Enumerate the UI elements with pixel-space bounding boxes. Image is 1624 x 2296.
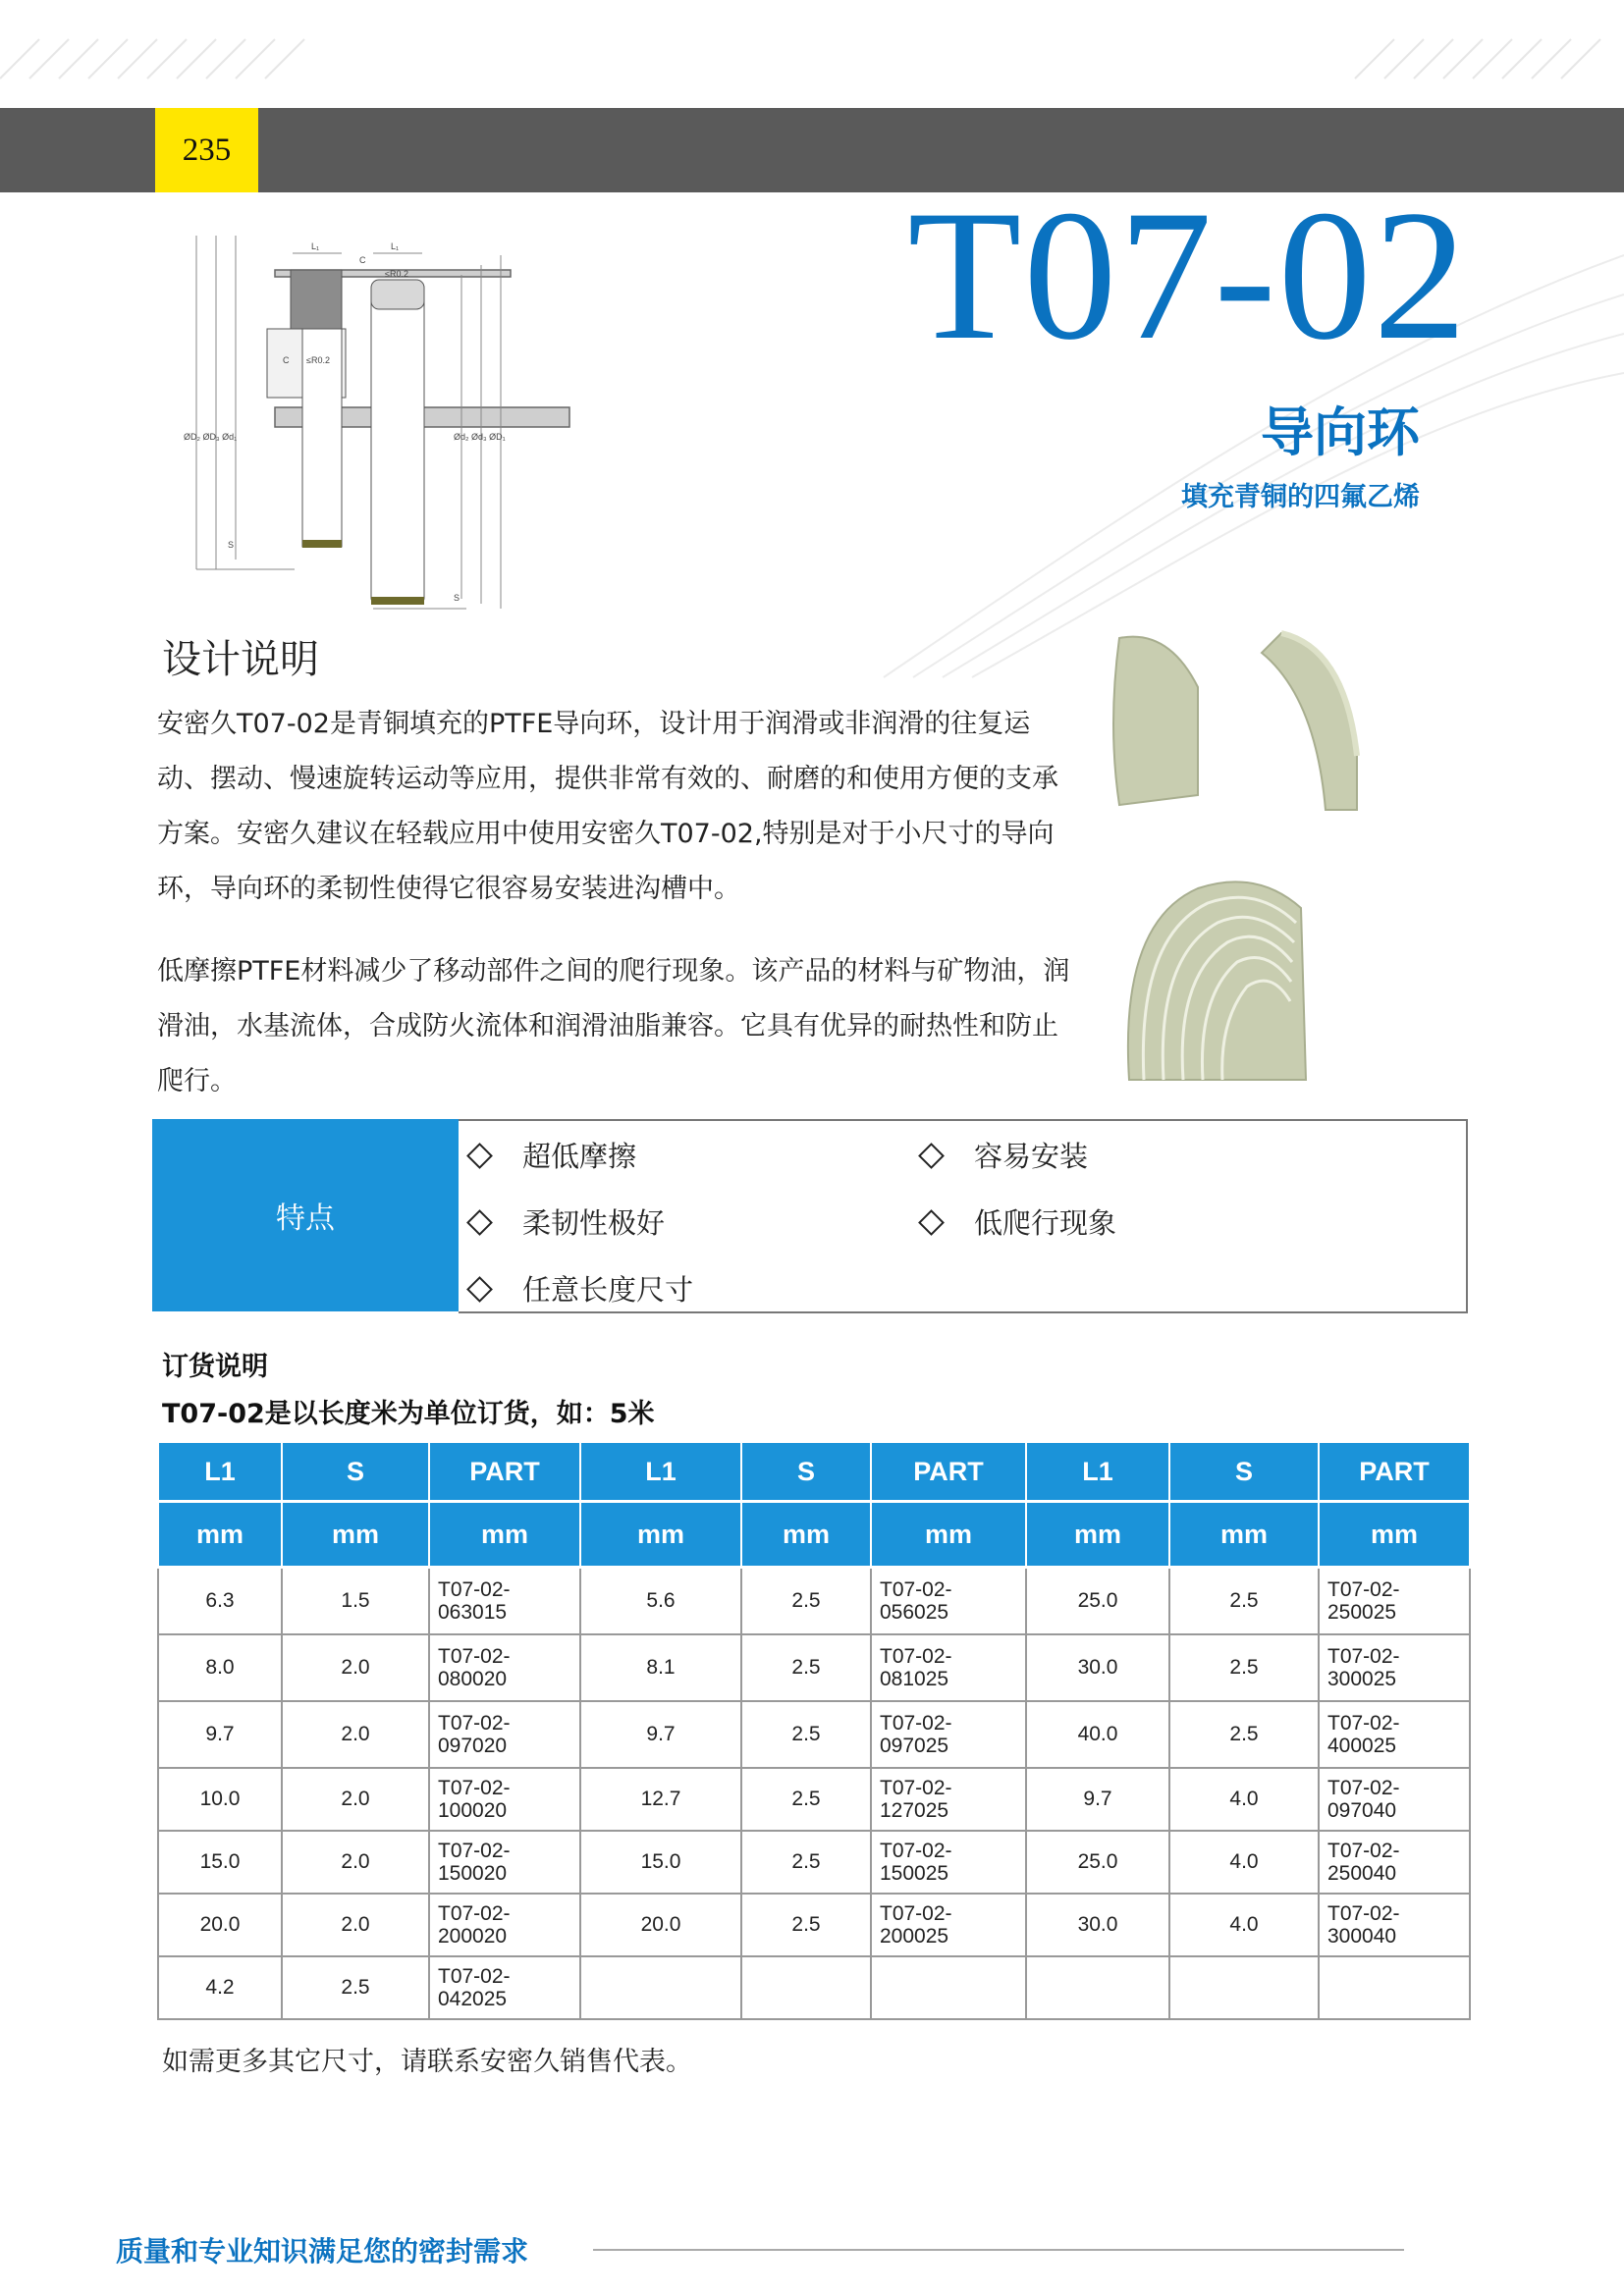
unit-cell: mm (741, 1502, 871, 1568)
unit-cell: mm (158, 1502, 282, 1568)
feature-item (922, 1135, 1088, 1175)
product-name: 导向环 (1261, 401, 1420, 463)
table-cell: T07-02- 080020 (429, 1634, 580, 1701)
drawing-ring-right (371, 597, 424, 605)
table-cell: T07-02- 127025 (871, 1768, 1026, 1831)
table-cell: 40.0 (1026, 1701, 1169, 1768)
table-cell: 2.5 (741, 1831, 871, 1894)
unit-cell: mm (871, 1502, 1026, 1568)
column-header-part: PART (429, 1442, 580, 1502)
drawing-label-c-top: C (359, 255, 366, 265)
drawing-housing-left (291, 270, 342, 329)
table-cell: T07-02- 097025 (871, 1701, 1026, 1768)
diamond-bullet-icon (918, 1209, 945, 1236)
column-header-s: S (282, 1442, 429, 1502)
table-cell (1319, 1956, 1470, 2019)
table-cell: 2.5 (1169, 1701, 1319, 1768)
table-cell: 4.0 (1169, 1768, 1319, 1831)
table-cell (741, 1956, 871, 2019)
table-cell: T07-02- 300025 (1319, 1634, 1470, 1701)
feature-item (922, 1201, 1116, 1242)
guide-ring-photo-2 (1119, 864, 1316, 1085)
table-cell: T07-02- 200020 (429, 1894, 580, 1956)
features-box (152, 1119, 1468, 1311)
drawing-label-dims-left: ØD₂ ØD₃ Ød₁ (184, 432, 238, 442)
table-row (158, 1568, 1470, 1635)
feature-text: 容易安装 (974, 1140, 1089, 1173)
table-cell: 30.0 (1026, 1634, 1169, 1701)
column-header-l1: L1 (1026, 1442, 1169, 1502)
diamond-bullet-icon (466, 1209, 493, 1236)
drawing-label-s-left: S (228, 540, 235, 550)
table-cell: 2.5 (741, 1568, 871, 1635)
table-cell: T07-02- 081025 (871, 1634, 1026, 1701)
table-cell: 2.0 (282, 1831, 429, 1894)
table-cell: 2.5 (1169, 1568, 1319, 1635)
table-cell: T07-02- 150025 (871, 1831, 1026, 1894)
table-row (158, 1634, 1470, 1701)
table-cell: 25.0 (1026, 1831, 1169, 1894)
table-cell: 2.0 (282, 1894, 429, 1956)
table-cell: 10.0 (158, 1768, 282, 1831)
dimension-table (157, 1441, 1471, 2020)
drawing-label-l1-left: L₁ (311, 241, 320, 251)
table-row (158, 1894, 1470, 1956)
table-cell: T07-02- 300040 (1319, 1894, 1470, 1956)
table-cell: 5.6 (580, 1568, 741, 1635)
diamond-bullet-icon (466, 1276, 493, 1303)
table-units-row (158, 1502, 1470, 1568)
column-header-l1: L1 (580, 1442, 741, 1502)
table-cell: 2.5 (282, 1956, 429, 2019)
table-cell: T07-02- 097020 (429, 1701, 580, 1768)
drawing-label-l1-right: L₁ (391, 241, 400, 251)
unit-cell: mm (580, 1502, 741, 1568)
table-cell: 9.7 (158, 1701, 282, 1768)
drawing-ring-left (302, 540, 342, 548)
guide-ring-photo-1 (1100, 628, 1365, 825)
groove-dimension-drawing (184, 236, 785, 618)
page-number: 235 (155, 108, 258, 192)
product-subtitle: 填充青铜的四氟乙烯 (1181, 482, 1420, 512)
table-cell: 2.5 (1169, 1634, 1319, 1701)
table-cell: 12.7 (580, 1768, 741, 1831)
unit-cell: mm (1026, 1502, 1169, 1568)
table-cell (871, 1956, 1026, 2019)
table-row (158, 1768, 1470, 1831)
ordering-note: T07-02是以长度米为单位订货，如：5米 (162, 1399, 655, 1429)
table-cell: T07-02- 250025 (1319, 1568, 1470, 1635)
table-cell: 4.0 (1169, 1894, 1319, 1956)
table-cell: 20.0 (158, 1894, 282, 1956)
table-cell: 6.3 (158, 1568, 282, 1635)
table-cell: T07-02- 250040 (1319, 1831, 1470, 1894)
table-cell: 8.0 (158, 1634, 282, 1701)
features-grid (459, 1119, 1468, 1313)
footer-divider (593, 2249, 1404, 2251)
table-cell: T07-02- 200025 (871, 1894, 1026, 1956)
table-cell: 4.2 (158, 1956, 282, 2019)
table-cell: 2.0 (282, 1634, 429, 1701)
diamond-bullet-icon (918, 1143, 945, 1169)
column-header-s: S (1169, 1442, 1319, 1502)
column-header-l1: L1 (158, 1442, 282, 1502)
footer-slogan: 质量和专业知识满足您的密封需求 (116, 2235, 529, 2268)
feature-item (470, 1135, 636, 1175)
table-cell: 2.5 (741, 1634, 871, 1701)
table-cell: 1.5 (282, 1568, 429, 1635)
table-cell (1169, 1956, 1319, 2019)
unit-cell: mm (1169, 1502, 1319, 1568)
table-cell: 15.0 (158, 1831, 282, 1894)
table-row (158, 1831, 1470, 1894)
feature-item (470, 1268, 693, 1308)
table-body (158, 1568, 1470, 2020)
table-cell (580, 1956, 741, 2019)
table-cell: T07-02- 400025 (1319, 1701, 1470, 1768)
table-cell: T07-02- 150020 (429, 1831, 580, 1894)
feature-text: 任意长度尺寸 (522, 1273, 694, 1307)
product-code-title: T07-02 (907, 173, 1469, 379)
drawing-label-s-right: S (454, 593, 460, 603)
table-cell: T07-02- 063015 (429, 1568, 580, 1635)
table-cell: 2.5 (741, 1894, 871, 1956)
table-cell: T07-02- 100020 (429, 1768, 580, 1831)
features-label: 特点 (152, 1119, 459, 1311)
column-header-part: PART (871, 1442, 1026, 1502)
table-cell: 9.7 (1026, 1768, 1169, 1831)
design-section-title: 设计说明 (162, 637, 319, 682)
unit-cell: mm (1319, 1502, 1470, 1568)
table-cell: 20.0 (580, 1894, 741, 1956)
table-cell: 2.5 (741, 1768, 871, 1831)
drawing-label-c-left: C (283, 355, 290, 365)
drawing-label-dims-right: Ød₂ Ød₃ ØD₁ (454, 432, 506, 442)
table-cell (1026, 1956, 1169, 2019)
design-paragraph-1: 安密久T07-02是青铜填充的PTFE导向环，设计用于润滑或非润滑的往复运动、摆动、慢速旋转运动等应用，提供非常有效的、耐磨的和使用方便的支承方案。安密久建议在轻载应用中使用安密久T07-02,特别是对于小尺寸的导向环，导向环的柔韧性使得它很容易安装进沟槽中。 (157, 709, 1058, 904)
diamond-bullet-icon (466, 1143, 493, 1169)
table-header-row (158, 1442, 1470, 1502)
table-cell: 30.0 (1026, 1894, 1169, 1956)
unit-cell: mm (429, 1502, 580, 1568)
table-cell: 4.0 (1169, 1831, 1319, 1894)
ordering-title: 订货说明 (162, 1352, 268, 1382)
table-row (158, 1701, 1470, 1768)
unit-cell: mm (282, 1502, 429, 1568)
table-cell: 2.5 (741, 1701, 871, 1768)
table-cell: T07-02- 042025 (429, 1956, 580, 2019)
table-cell: 2.0 (282, 1701, 429, 1768)
drawing-ring-right-section (371, 280, 424, 309)
drawing-rod-right (371, 290, 424, 604)
column-header-s: S (741, 1442, 871, 1502)
table-cell: 2.0 (282, 1768, 429, 1831)
drawing-label-r-right: ≤R0.2 (385, 269, 408, 279)
table-row (158, 1956, 1470, 2019)
feature-text: 低爬行现象 (974, 1206, 1117, 1240)
drawing-label-r-left: ≤R0.2 (306, 355, 330, 365)
feature-text: 超低摩擦 (522, 1140, 637, 1173)
table-footnote: 如需更多其它尺寸，请联系安密久销售代表。 (162, 2047, 692, 2077)
column-header-part: PART (1319, 1442, 1470, 1502)
table-cell: T07-02- 056025 (871, 1568, 1026, 1635)
feature-item (470, 1201, 665, 1242)
design-paragraph-2: 低摩擦PTFE材料减少了移动部件之间的爬行现象。该产品的材料与矿物油，润滑油，水基流体，合成防火流体和润滑油脂兼容。它具有优异的耐热性和防止爬行。 (157, 956, 1070, 1096)
table-cell: 9.7 (580, 1701, 741, 1768)
table-cell: 25.0 (1026, 1568, 1169, 1635)
table-cell: T07-02- 097040 (1319, 1768, 1470, 1831)
table-cell: 8.1 (580, 1634, 741, 1701)
feature-text: 柔韧性极好 (522, 1206, 666, 1240)
table-cell: 15.0 (580, 1831, 741, 1894)
